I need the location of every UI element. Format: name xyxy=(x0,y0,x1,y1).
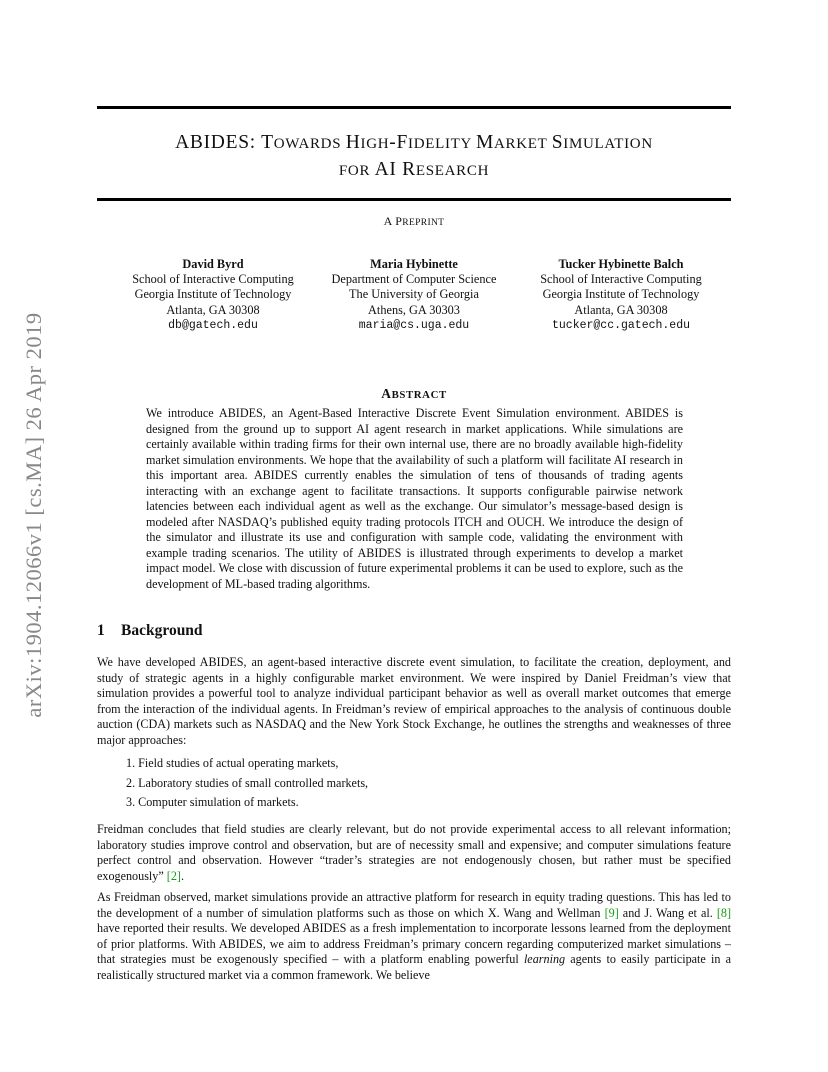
title-text: ABIDES: xyxy=(175,132,262,153)
author-location: Atlanta, GA 30308 xyxy=(166,302,260,317)
abstract-text: We introduce ABIDES, an Agent-Based Interactive Discrete Event Simulation environment. ABIDES is designed from the ground up to support AI agent research in market applications. While simulations are certainly available within trading firms for their own internal use, there are no broadly available high-fidelity market simulation environments. We hope that the availability of such a platform will facilitate AI research in this important area. ABIDES currently enables the simulation of tens of thousands of trading agents interacting with an exchange agent to facilitate transactions. It supports configurable pairwise network latencies between each individual agent as well as the exchange. Our simulator’s message-based design is modeled after NASDAQ’s published equity trading protocols ITCH and OUCH. We introduce the design of the simulator and illustrate its use and configuration with sample code, validating the environment with example trading scenarios. The utility of ABIDES is illustrated through experiments to develop a market impact model. We close with discussion of future experimental problems it can be used to explore, such as the development of ML-based trading algorithms. xyxy=(146,406,683,592)
preprint-text: A P xyxy=(383,214,403,228)
list-item: 3. Computer simulation of markets. xyxy=(126,795,299,809)
paper-title-line-1 xyxy=(97,132,731,154)
title-text: M xyxy=(475,132,495,153)
title-top-rule xyxy=(97,106,731,109)
body-paragraph: We have developed ABIDES, an agent-based interactive discrete event simulation, to facilitate the creation, deployment, and study of strategic agents in a highly configurable market environment. We were inspired by Daniel Freidman’s view that simulation provides a powerful tool to analyze individual participant behavior as well as overall market outcomes that emerge from the interaction of the individual agents. In Freidman’s review of empirical approaches to the analysis of continuous double auction (CDA) markets such as NASDAQ and the New York Stock Exchange, he outlines the strengths and weaknesses of three major approaches: xyxy=(97,655,731,747)
section-title: Background xyxy=(121,622,203,639)
author-block xyxy=(511,257,731,333)
author-institution: Georgia Institute of Technology xyxy=(134,287,292,302)
title-text: T xyxy=(261,132,274,153)
paragraph-text: and J. Wang et al. xyxy=(618,905,717,920)
list-item: 2. Laboratory studies of small controlled markets, xyxy=(126,775,369,790)
paragraph-text: agents to easily participate in a realistically structured market via a common framework. We believe xyxy=(97,952,731,982)
emphasized-text: learning xyxy=(523,952,566,967)
citation-link[interactable]: [8] xyxy=(716,905,731,920)
section-heading xyxy=(97,622,203,640)
paragraph-text: . xyxy=(180,868,184,883)
author-department: Department of Computer Science xyxy=(331,272,497,287)
abstract-heading xyxy=(97,386,731,402)
author-name: David Byrd xyxy=(182,257,244,271)
abstract-heading-text: BSTRACT xyxy=(391,389,447,401)
preprint-text: REPRINT xyxy=(402,217,445,228)
author-location: Atlanta, GA 30308 xyxy=(574,302,668,317)
section-number: 1 xyxy=(97,622,105,639)
title-text: S xyxy=(551,132,564,153)
title-text: OWARDS xyxy=(273,136,346,152)
author-email[interactable]: tucker@cc.gatech.edu xyxy=(551,318,691,332)
paragraph-text: As Freidman observed, market simulations provide an attractive platform for research in equity trading questions. This has led to the development of a number of simulation platforms such as those on which X. Wang and Wellman xyxy=(97,890,731,920)
arxiv-identifier: arXiv:1904.12066v1 [cs.MA] 26 Apr 2019 xyxy=(21,312,46,718)
title-text: FOR xyxy=(338,163,375,179)
author-institution: The University of Georgia xyxy=(349,287,479,302)
title-text: IDELITY xyxy=(408,136,476,152)
title-bottom-rule xyxy=(97,198,731,201)
abstract-heading-text: A xyxy=(381,386,392,401)
title-text: IGH xyxy=(360,136,390,152)
body-paragraph xyxy=(97,890,731,983)
body-paragraph xyxy=(97,822,731,884)
title-text: AI R xyxy=(374,159,416,180)
title-text: H xyxy=(345,132,361,153)
author-block xyxy=(304,257,524,333)
preprint-label xyxy=(97,214,731,229)
author-department: School of Interactive Computing xyxy=(540,272,702,287)
title-text: ESEARCH xyxy=(415,163,490,179)
author-location: Athens, GA 30303 xyxy=(368,302,460,317)
author-block xyxy=(103,257,323,333)
paragraph-text: Freidman concludes that field studies are clearly relevant, but do not provide experimental access to all relevant information; laboratory studies improve control and observation, but are of necessity small and expensive; and computer simulations feature perfect control and observation. However “trader’s strategies are not endogenously chosen, but rather must be specified exogenously” xyxy=(97,822,731,883)
paper-title-line-2 xyxy=(97,159,731,181)
author-department: School of Interactive Computing xyxy=(132,272,294,287)
title-text: -F xyxy=(389,132,409,153)
citation-link[interactable]: [9] xyxy=(604,905,619,920)
title-text: ARKET xyxy=(494,136,552,152)
author-email[interactable]: maria@cs.uga.edu xyxy=(358,318,470,332)
list-item: 1. Field studies of actual operating markets, xyxy=(126,756,339,770)
author-name: Tucker Hybinette Balch xyxy=(558,257,684,271)
title-text: IMULATION xyxy=(563,136,653,152)
paragraph-text: have reported their results. We developed ABIDES as a fresh implementation to incorporate lessons learned from the deployment of prior platforms. With ABIDES, we aim to address Freidman’s primary concern regarding computerized market simulations – that strategies must be exogenously specified – with a platform enabling powerful xyxy=(97,921,731,967)
approach-list xyxy=(126,756,368,815)
citation-link[interactable]: [2] xyxy=(166,868,181,883)
author-name: Maria Hybinette xyxy=(370,257,458,271)
author-email[interactable]: db@gatech.edu xyxy=(168,318,258,332)
author-institution: Georgia Institute of Technology xyxy=(542,287,700,302)
